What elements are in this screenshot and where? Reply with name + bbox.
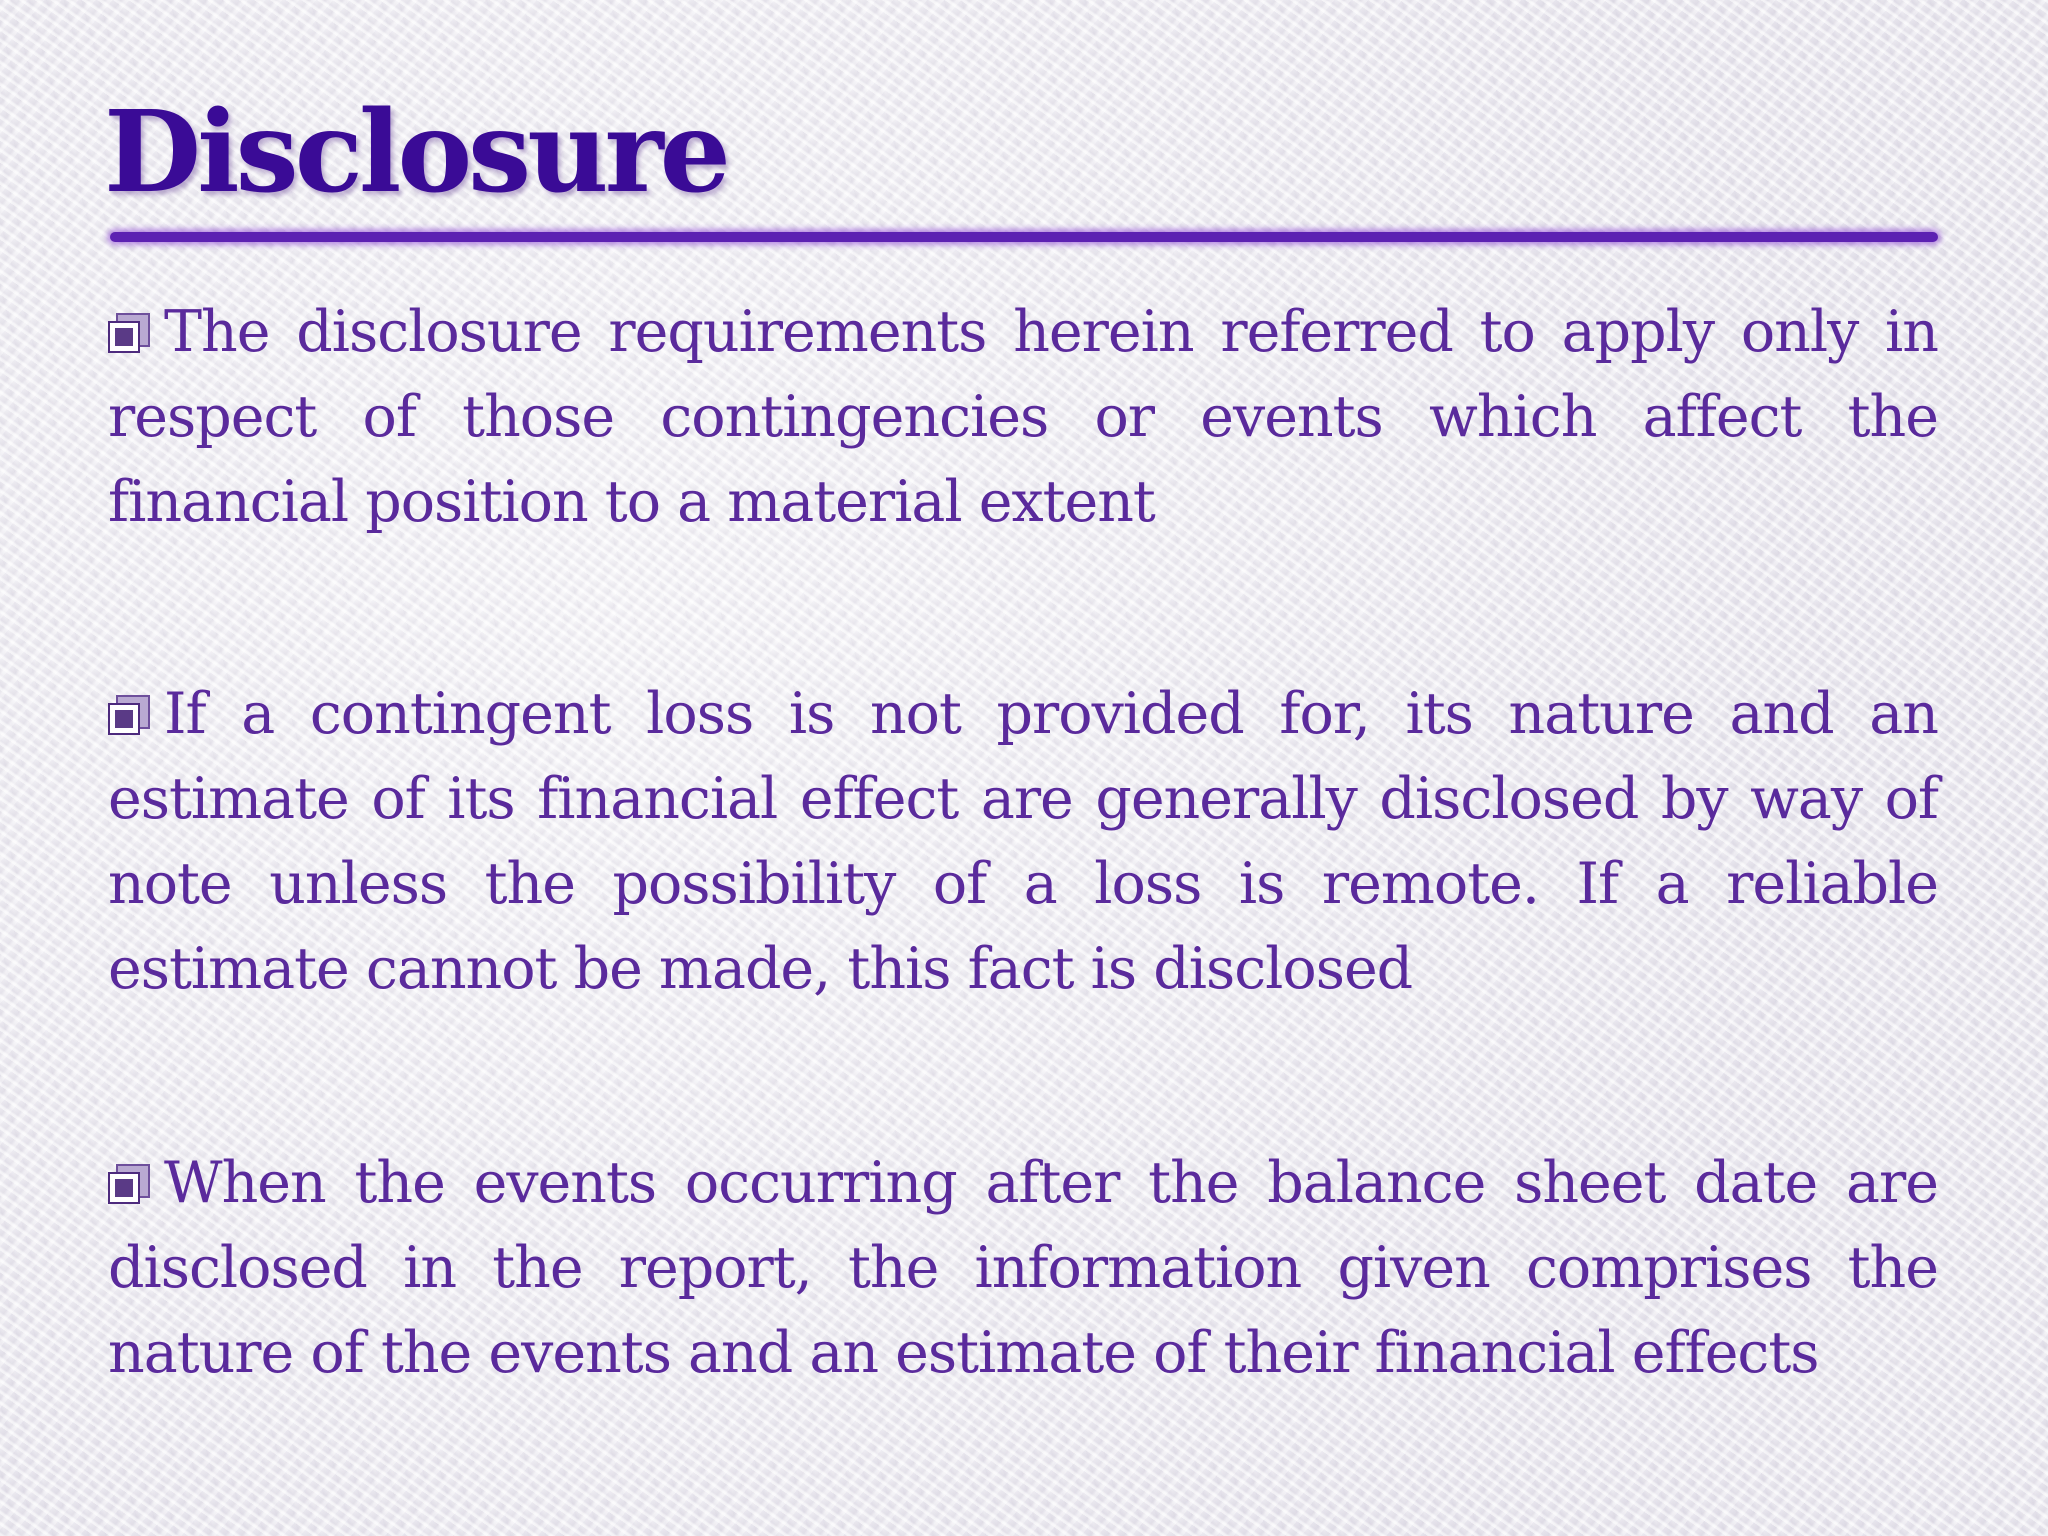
bullet-item [108,1141,1938,1396]
bullet-item [108,672,1938,1012]
slide-title: Disclosure [104,87,727,218]
bullet-text: When the events occurring after the balance sheet date are disclosed in the report, the information given comprises the nature of the events and an estimate of their financial effects [108,1150,1938,1386]
bullet-item [108,290,1938,545]
square-bullet-icon [108,313,150,355]
square-bullet-icon [108,695,150,737]
bullet-text: If a contingent loss is not provided for, its nature and an estimate of its financial effect are generally disclosed by way of note unless the possibility of a loss is remote. If a reliable estimate cannot be made, this fact is disclosed [108,681,1938,1002]
bullet-text: The disclosure requirements herein referred to apply only in respect of those contingencies or events which affect the financial position to a material extent [108,299,1938,535]
title-underline [110,232,1938,242]
square-bullet-icon [108,1164,150,1206]
